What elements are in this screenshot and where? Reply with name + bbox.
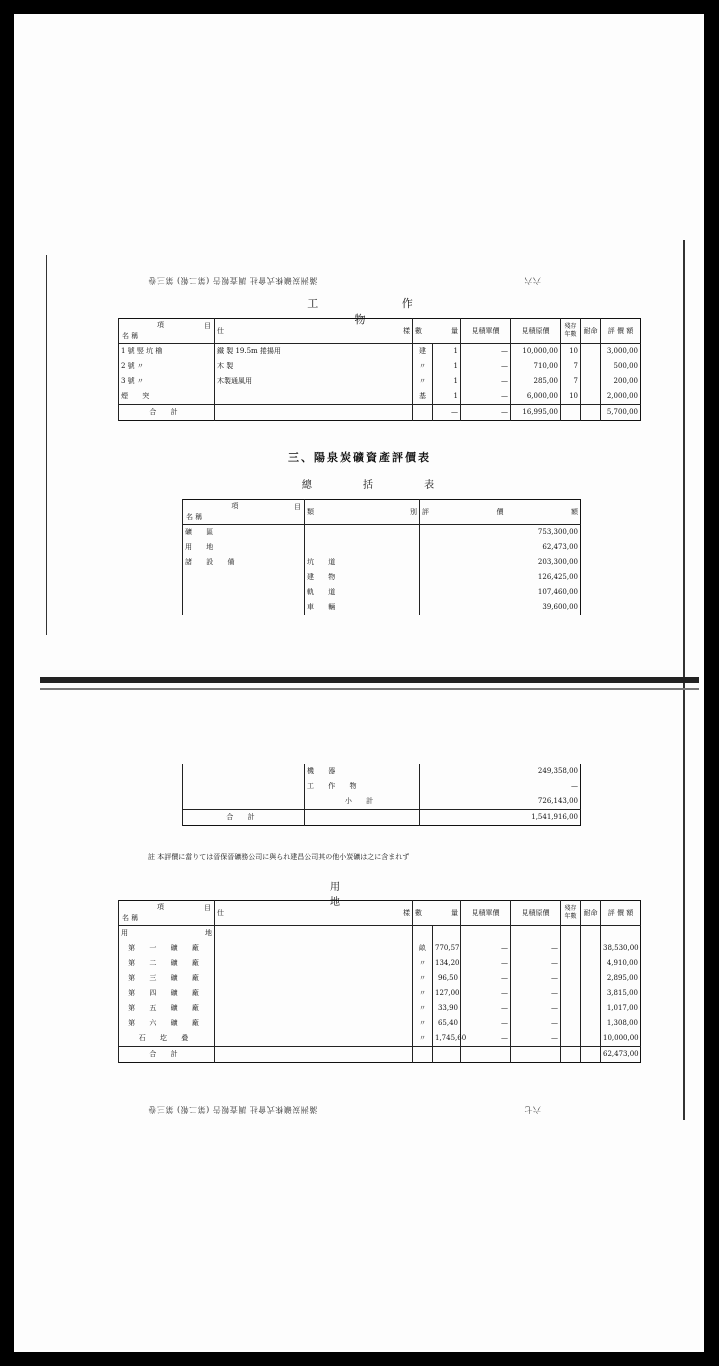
header-spec: 仕 樣 bbox=[215, 901, 413, 926]
section-title: 三、陽泉炭礦資產評價表 bbox=[288, 451, 431, 464]
header-qty: 數 量 bbox=[413, 901, 461, 926]
header-orig-price: 見積原價 bbox=[511, 319, 561, 344]
table-row: 2 號 〃 木 製 〃 1 — 710,00 7 500,00 bbox=[119, 359, 641, 374]
header-spec: 仕 樣 bbox=[215, 319, 413, 344]
scan-edge-line bbox=[46, 255, 47, 635]
header-unit-price: 見積單價 bbox=[461, 901, 511, 926]
table-row: 第 五 礦 廠 〃 33,90 — — 1,017,00 bbox=[119, 1001, 641, 1016]
header-life: 耐命 bbox=[581, 319, 601, 344]
header-item: 目 項 名 稱 bbox=[119, 901, 215, 926]
header-orig-price: 見積原價 bbox=[511, 901, 561, 926]
header-item: 目 項 名 稱 bbox=[183, 500, 305, 525]
table-title-kosaku: 工 作 物 bbox=[307, 297, 453, 326]
table-row: 1 號 竪 坑 櫓 鐵 製 19.5m 捲揚用 建 1 — 10,000,00 10 3,000,00 bbox=[119, 344, 641, 360]
table-row: 石 圪 叠 〃 1,745,60 — — 10,000,00 bbox=[119, 1031, 641, 1047]
table-total-row: 合 計 62,473,00 bbox=[119, 1047, 641, 1063]
kosaku-table bbox=[118, 318, 641, 421]
table-row: 小 計 726,143,00 bbox=[183, 794, 581, 810]
land-table bbox=[118, 900, 641, 1063]
header-value: 評 價 額 bbox=[601, 319, 641, 344]
table-row: 第 三 礦 廠 〃 96,50 — — 2,895,00 bbox=[119, 971, 641, 986]
table-row: 建 物 126,425,00 bbox=[183, 570, 581, 585]
table-row: 用 地 62,473,00 bbox=[183, 540, 581, 555]
table-total-row: 合 計 — — 16,995,00 5,700,00 bbox=[119, 405, 641, 421]
table-title-summary: 總 括 表 bbox=[301, 480, 459, 491]
page-number: 六六 bbox=[524, 276, 541, 285]
running-header: 滿洲炭礦株式會社 調査報告 (第二報) 第三卷 bbox=[148, 1105, 318, 1114]
table-row: 第 一 礦 廠 畝 770,57 — — 38,530,00 bbox=[119, 941, 641, 956]
table-row: 工 作 物 — bbox=[183, 779, 581, 794]
page-number: 六七 bbox=[524, 1105, 541, 1114]
summary-table-continued bbox=[182, 764, 581, 826]
header-kind: 類 別 bbox=[305, 500, 420, 525]
footnote: 註 本評價に當りては晉保晉礦務公司に與られ建昌公司其の他小炭礦は之に含まれず bbox=[148, 853, 410, 861]
table-row: 第 二 礦 廠 〃 134,20 — — 4,910,00 bbox=[119, 956, 641, 971]
header-unit-price: 見積單價 bbox=[461, 319, 511, 344]
table-row: 車 輛 39,600,00 bbox=[183, 600, 581, 615]
table-row: 礦 區 753,300,00 bbox=[183, 525, 581, 541]
fold-band bbox=[40, 688, 699, 690]
table-group-row: 用 地 bbox=[119, 926, 641, 942]
header-value: 評 價 額 bbox=[420, 500, 581, 525]
summary-table bbox=[182, 499, 581, 615]
table-row: 第 四 礦 廠 〃 127,00 — — 3,815,00 bbox=[119, 986, 641, 1001]
header-years: 殘存年數 bbox=[561, 319, 581, 344]
header-item: 目 項 名 稱 bbox=[119, 319, 215, 344]
running-header: 滿洲炭礦株式會社 調査報告 (第二報) 第三卷 bbox=[148, 276, 318, 285]
header-years: 殘存年數 bbox=[561, 901, 581, 926]
table-row: 機 器 249,358,00 bbox=[183, 764, 581, 779]
header-qty: 數 量 bbox=[413, 319, 461, 344]
table-row: 煙 突 基 1 — 6,000,00 10 2,000,00 bbox=[119, 389, 641, 405]
table-row: 軌 道 107,460,00 bbox=[183, 585, 581, 600]
header-life: 耐命 bbox=[581, 901, 601, 926]
table-row: 諸 設 備 坑 道 203,300,00 bbox=[183, 555, 581, 570]
header-value: 評 價 額 bbox=[601, 901, 641, 926]
table-row: 第 六 礦 廠 〃 65,40 — — 1,308,00 bbox=[119, 1016, 641, 1031]
table-title-land: 用 地 bbox=[330, 882, 430, 908]
table-total-row: 合 計 1,541,916,00 bbox=[183, 810, 581, 826]
fold-band bbox=[40, 677, 699, 683]
table-row: 3 號 〃 木製通風用 〃 1 — 285,00 7 200,00 bbox=[119, 374, 641, 389]
scanned-page bbox=[14, 14, 704, 1352]
